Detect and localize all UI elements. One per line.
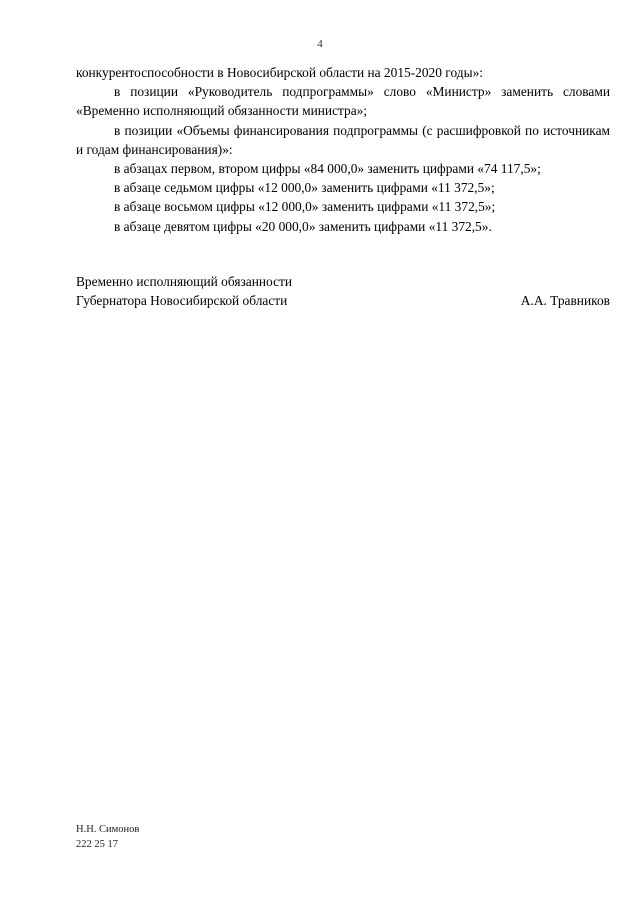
paragraph: в позиции «Объемы финансирования подпрограммы (с расшифровкой по источникам и годам финансирования)»: [76,122,610,157]
page-number: 4 [317,38,323,50]
paragraph: в абзаце восьмом цифры «12 000,0» заменить цифрами «11 372,5»; [114,199,496,215]
paragraph: в позиции «Руководитель подпрограммы» слово «Министр» заменить словами «Временно исполняющий обязанности министра»; [76,84,610,119]
signatory-name: А.А. Травников [520,293,610,309]
author-name: Н.Н. Симонов [76,824,140,835]
document-body [76,63,610,236]
paragraph: в абзацах первом, втором цифры «84 000,0» заменить цифрами «74 117,5»; [114,161,541,177]
footer-contact [76,823,139,852]
author-phone: 222 25 17 [76,838,118,850]
signatory-title-line1: Временно исполняющий обязанности [76,274,293,289]
paragraph: в абзаце девятом цифры «20 000,0» заменить цифрами «11 372,5». [114,218,492,234]
signatory-title-line2: Губернатора Новосибирской области [76,293,288,309]
paragraph: конкурентоспособности в Новосибирской области на 2015-2020 годы»: [76,65,483,80]
paragraph: в абзаце седьмом цифры «12 000,0» заменить цифрами «11 372,5»; [114,180,495,196]
signature-block [76,272,610,310]
signature-row [76,291,610,310]
